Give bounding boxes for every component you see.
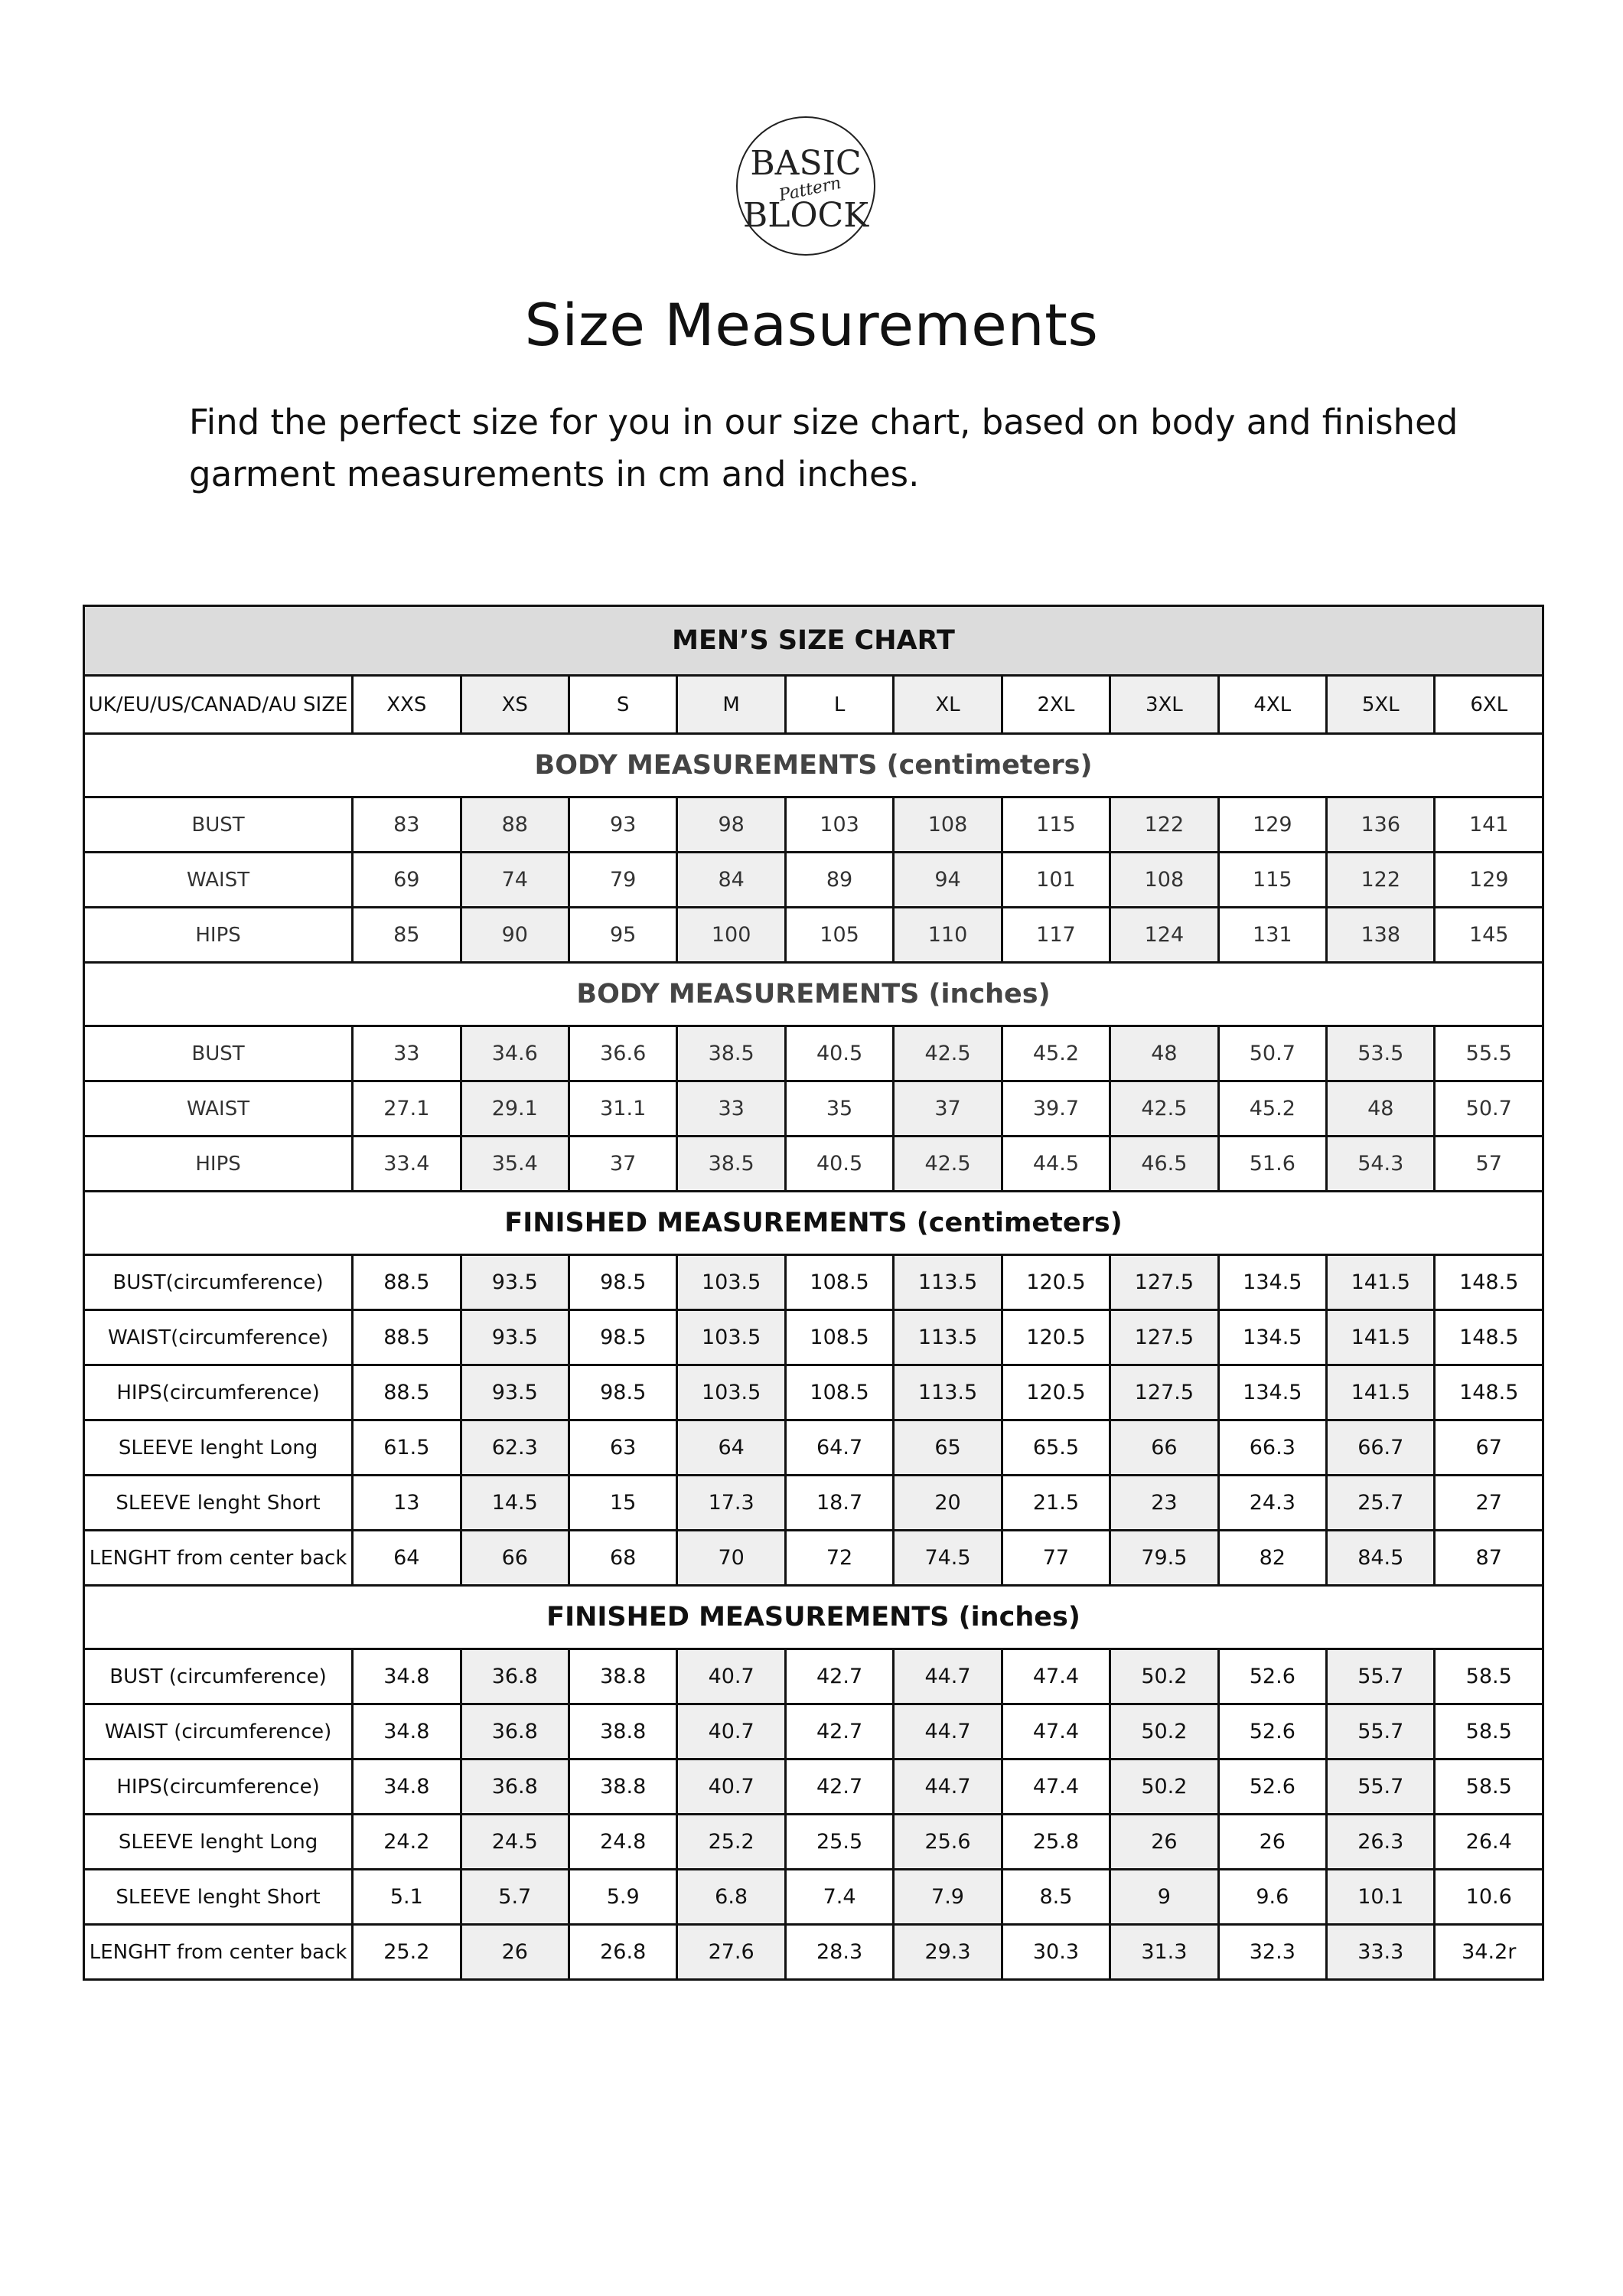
table-cell: 29.3: [894, 1925, 1002, 1980]
table-cell: 70: [677, 1531, 785, 1586]
table-cell: 24.5: [461, 1815, 569, 1870]
table-cell: 25.5: [785, 1815, 893, 1870]
table-row: [84, 1310, 1543, 1365]
table-cell: 50.7: [1218, 1026, 1326, 1081]
table-cell: 47.4: [1002, 1760, 1110, 1815]
table-cell: 40.7: [677, 1704, 785, 1760]
table-cell: 62.3: [461, 1420, 569, 1476]
table-row: [84, 1870, 1543, 1925]
table-cell: 38.5: [677, 1026, 785, 1081]
chart-heading: MEN’S SIZE CHART: [84, 606, 1543, 676]
table-cell: 141.5: [1327, 1365, 1435, 1420]
size-header-cell: 5XL: [1327, 676, 1435, 734]
table-cell: 44.7: [894, 1704, 1002, 1760]
table-cell: 87: [1435, 1531, 1543, 1586]
table-cell: 115: [1002, 797, 1110, 853]
table-cell: 89: [785, 853, 893, 908]
table-cell: 33: [677, 1081, 785, 1137]
table-cell: 27.1: [353, 1081, 461, 1137]
table-cell: 55.5: [1435, 1026, 1543, 1081]
table-cell: 93.5: [461, 1365, 569, 1420]
size-header-cell: 4XL: [1218, 676, 1326, 734]
table-cell: 52.6: [1218, 1760, 1326, 1815]
table-cell: 103.5: [677, 1365, 785, 1420]
table-cell: 44.7: [894, 1760, 1002, 1815]
row-label: HIPS(circumference): [84, 1760, 353, 1815]
table-cell: 138: [1327, 908, 1435, 963]
table-cell: 47.4: [1002, 1704, 1110, 1760]
table-row: [84, 853, 1543, 908]
table-cell: 47.4: [1002, 1649, 1110, 1704]
table-row: [84, 1365, 1543, 1420]
table-cell: 35: [785, 1081, 893, 1137]
table-cell: 42.7: [785, 1760, 893, 1815]
table-cell: 7.4: [785, 1870, 893, 1925]
table-cell: 93.5: [461, 1310, 569, 1365]
table-cell: 37: [894, 1081, 1002, 1137]
table-cell: 29.1: [461, 1081, 569, 1137]
table-cell: 98: [677, 797, 785, 853]
table-cell: 115: [1218, 853, 1326, 908]
table-cell: 103.5: [677, 1255, 785, 1310]
table-cell: 34.6: [461, 1026, 569, 1081]
table-cell: 39.7: [1002, 1081, 1110, 1137]
table-cell: 46.5: [1110, 1137, 1218, 1192]
size-header-cell: 3XL: [1110, 676, 1218, 734]
table-cell: 64.7: [785, 1420, 893, 1476]
table-cell: 48: [1327, 1081, 1435, 1137]
table-cell: 10.6: [1435, 1870, 1543, 1925]
table-cell: 148.5: [1435, 1310, 1543, 1365]
table-cell: 131: [1218, 908, 1326, 963]
table-cell: 40.7: [677, 1760, 785, 1815]
table-cell: 26.4: [1435, 1815, 1543, 1870]
table-cell: 45.2: [1218, 1081, 1326, 1137]
row-label: BUST (circumference): [84, 1649, 353, 1704]
table-cell: 40.5: [785, 1026, 893, 1081]
table-cell: 32.3: [1218, 1925, 1326, 1980]
table-cell: 24.2: [353, 1815, 461, 1870]
row-label: WAIST (circumference): [84, 1704, 353, 1760]
size-header-cell: XL: [894, 676, 1002, 734]
table-cell: 7.9: [894, 1870, 1002, 1925]
table-cell: 120.5: [1002, 1255, 1110, 1310]
table-cell: 33.4: [353, 1137, 461, 1192]
table-cell: 108: [1110, 853, 1218, 908]
table-cell: 42.7: [785, 1649, 893, 1704]
table-cell: 36.8: [461, 1649, 569, 1704]
table-cell: 35.4: [461, 1137, 569, 1192]
table-cell: 103.5: [677, 1310, 785, 1365]
table-cell: 134.5: [1218, 1310, 1326, 1365]
table-cell: 122: [1110, 797, 1218, 853]
table-cell: 134.5: [1218, 1255, 1326, 1310]
table-cell: 84: [677, 853, 785, 908]
table-cell: 108.5: [785, 1310, 893, 1365]
table-cell: 61.5: [353, 1420, 461, 1476]
table-cell: 67: [1435, 1420, 1543, 1476]
table-row: [84, 1704, 1543, 1760]
table-cell: 55.7: [1327, 1649, 1435, 1704]
row-label: HIPS: [84, 908, 353, 963]
table-cell: 6.8: [677, 1870, 785, 1925]
section-title: FINISHED MEASUREMENTS (centimeters): [84, 1192, 1543, 1255]
table-row: [84, 1476, 1543, 1531]
table-cell: 82: [1218, 1531, 1326, 1586]
table-cell: 124: [1110, 908, 1218, 963]
table-row: [84, 1081, 1543, 1137]
row-label: WAIST: [84, 853, 353, 908]
table-cell: 79.5: [1110, 1531, 1218, 1586]
table-cell: 20: [894, 1476, 1002, 1531]
table-cell: 37: [569, 1137, 676, 1192]
table-cell: 141.5: [1327, 1255, 1435, 1310]
table-cell: 105: [785, 908, 893, 963]
table-cell: 79: [569, 853, 676, 908]
table-cell: 94: [894, 853, 1002, 908]
row-label: BUST(circumference): [84, 1255, 353, 1310]
table-cell: 108: [894, 797, 1002, 853]
table-cell: 21.5: [1002, 1476, 1110, 1531]
table-cell: 15: [569, 1476, 676, 1531]
table-cell: 65: [894, 1420, 1002, 1476]
size-header-cell: XS: [461, 676, 569, 734]
table-cell: 66: [461, 1531, 569, 1586]
table-cell: 24.8: [569, 1815, 676, 1870]
table-cell: 54.3: [1327, 1137, 1435, 1192]
table-cell: 34.8: [353, 1649, 461, 1704]
row-label: SLEEVE lenght Short: [84, 1476, 353, 1531]
table-row: [84, 1026, 1543, 1081]
table-cell: 64: [353, 1531, 461, 1586]
table-cell: 50.2: [1110, 1760, 1218, 1815]
table-cell: 148.5: [1435, 1365, 1543, 1420]
table-row: [84, 1420, 1543, 1476]
table-cell: 42.5: [894, 1026, 1002, 1081]
table-cell: 84.5: [1327, 1531, 1435, 1586]
table-cell: 113.5: [894, 1310, 1002, 1365]
row-label: HIPS: [84, 1137, 353, 1192]
table-cell: 13: [353, 1476, 461, 1531]
logo-line2: BLOCK: [742, 196, 869, 235]
size-header-cell: XXS: [353, 676, 461, 734]
table-cell: 72: [785, 1531, 893, 1586]
table-cell: 14.5: [461, 1476, 569, 1531]
table-cell: 64: [677, 1420, 785, 1476]
table-cell: 9.6: [1218, 1870, 1326, 1925]
table-cell: 57: [1435, 1137, 1543, 1192]
section-title: BODY MEASUREMENTS (inches): [84, 963, 1543, 1026]
table-cell: 66.7: [1327, 1420, 1435, 1476]
table-cell: 50.2: [1110, 1704, 1218, 1760]
table-cell: 24.3: [1218, 1476, 1326, 1531]
row-label: BUST: [84, 797, 353, 853]
size-header-row: [84, 676, 1543, 734]
table-cell: 58.5: [1435, 1649, 1543, 1704]
table-row: [84, 1649, 1543, 1704]
table-cell: 40.7: [677, 1649, 785, 1704]
table-cell: 108.5: [785, 1255, 893, 1310]
table-cell: 26.8: [569, 1925, 676, 1980]
size-header-cell: S: [569, 676, 676, 734]
table-cell: 85: [353, 908, 461, 963]
row-label: SLEEVE lenght Long: [84, 1815, 353, 1870]
size-system-label: UK/EU/US/CANAD/AU SIZE: [84, 676, 353, 734]
table-cell: 103: [785, 797, 893, 853]
table-cell: 34.2r: [1435, 1925, 1543, 1980]
page-title: Size Measurements: [524, 291, 1099, 359]
table-cell: 120.5: [1002, 1365, 1110, 1420]
row-label: BUST: [84, 1026, 353, 1081]
table-cell: 141: [1435, 797, 1543, 853]
table-row: [84, 908, 1543, 963]
table-row: [84, 1137, 1543, 1192]
table-cell: 33.3: [1327, 1925, 1435, 1980]
basic-block-logo: [735, 115, 877, 257]
row-label: SLEEVE lenght Short: [84, 1870, 353, 1925]
table-cell: 51.6: [1218, 1137, 1326, 1192]
table-cell: 58.5: [1435, 1704, 1543, 1760]
logo-script: Pattern: [777, 173, 843, 206]
table-cell: 25.6: [894, 1815, 1002, 1870]
table-cell: 113.5: [894, 1255, 1002, 1310]
table-cell: 26: [1218, 1815, 1326, 1870]
size-header-cell: 6XL: [1435, 676, 1543, 734]
table-cell: 129: [1218, 797, 1326, 853]
table-row: [84, 797, 1543, 853]
table-cell: 77: [1002, 1531, 1110, 1586]
table-cell: 101: [1002, 853, 1110, 908]
row-label: WAIST(circumference): [84, 1310, 353, 1365]
table-cell: 36.8: [461, 1760, 569, 1815]
table-cell: 50.2: [1110, 1649, 1218, 1704]
table-cell: 50.7: [1435, 1081, 1543, 1137]
table-cell: 141.5: [1327, 1310, 1435, 1365]
table-cell: 127.5: [1110, 1310, 1218, 1365]
table-cell: 53.5: [1327, 1026, 1435, 1081]
table-cell: 48: [1110, 1026, 1218, 1081]
table-cell: 25.8: [1002, 1815, 1110, 1870]
table-cell: 28.3: [785, 1925, 893, 1980]
table-cell: 98.5: [569, 1255, 676, 1310]
table-cell: 5.9: [569, 1870, 676, 1925]
table-cell: 134.5: [1218, 1365, 1326, 1420]
size-header-cell: L: [785, 676, 893, 734]
table-cell: 66.3: [1218, 1420, 1326, 1476]
table-cell: 36.6: [569, 1026, 676, 1081]
table-cell: 88: [461, 797, 569, 853]
table-cell: 38.8: [569, 1760, 676, 1815]
table-cell: 127.5: [1110, 1365, 1218, 1420]
table-cell: 74.5: [894, 1531, 1002, 1586]
table-cell: 136: [1327, 797, 1435, 853]
table-cell: 8.5: [1002, 1870, 1110, 1925]
table-cell: 27.6: [677, 1925, 785, 1980]
table-cell: 40.5: [785, 1137, 893, 1192]
table-cell: 88.5: [353, 1365, 461, 1420]
table-cell: 30.3: [1002, 1925, 1110, 1980]
table-cell: 63: [569, 1420, 676, 1476]
table-cell: 108.5: [785, 1365, 893, 1420]
table-cell: 23: [1110, 1476, 1218, 1531]
table-cell: 38.5: [677, 1137, 785, 1192]
table-cell: 42.7: [785, 1704, 893, 1760]
table-cell: 10.1: [1327, 1870, 1435, 1925]
table-cell: 42.5: [1110, 1081, 1218, 1137]
table-cell: 45.2: [1002, 1026, 1110, 1081]
table-cell: 38.8: [569, 1649, 676, 1704]
table-cell: 145: [1435, 908, 1543, 963]
table-cell: 98.5: [569, 1310, 676, 1365]
table-cell: 38.8: [569, 1704, 676, 1760]
table-cell: 18.7: [785, 1476, 893, 1531]
table-cell: 68: [569, 1531, 676, 1586]
table-cell: 95: [569, 908, 676, 963]
table-cell: 117: [1002, 908, 1110, 963]
row-label: WAIST: [84, 1081, 353, 1137]
table-cell: 113.5: [894, 1365, 1002, 1420]
row-label: LENGHT from center back: [84, 1925, 353, 1980]
table-cell: 88.5: [353, 1255, 461, 1310]
size-chart-table: [83, 605, 1544, 1981]
table-cell: 98.5: [569, 1365, 676, 1420]
table-cell: 44.7: [894, 1649, 1002, 1704]
table-cell: 26: [1110, 1815, 1218, 1870]
table-cell: 129: [1435, 853, 1543, 908]
table-cell: 58.5: [1435, 1760, 1543, 1815]
table-cell: 25.7: [1327, 1476, 1435, 1531]
table-cell: 93.5: [461, 1255, 569, 1310]
table-row: [84, 1815, 1543, 1870]
table-cell: 34.8: [353, 1704, 461, 1760]
table-cell: 69: [353, 853, 461, 908]
table-cell: 26: [461, 1925, 569, 1980]
size-header-cell: M: [677, 676, 785, 734]
table-cell: 33: [353, 1026, 461, 1081]
table-cell: 55.7: [1327, 1760, 1435, 1815]
table-cell: 110: [894, 908, 1002, 963]
table-cell: 52.6: [1218, 1649, 1326, 1704]
table-cell: 31.3: [1110, 1925, 1218, 1980]
table-cell: 25.2: [677, 1815, 785, 1870]
size-header-cell: 2XL: [1002, 676, 1110, 734]
section-title: FINISHED MEASUREMENTS (inches): [84, 1586, 1543, 1649]
table-cell: 31.1: [569, 1081, 676, 1137]
table-cell: 9: [1110, 1870, 1218, 1925]
table-cell: 122: [1327, 853, 1435, 908]
table-cell: 27: [1435, 1476, 1543, 1531]
table-cell: 93: [569, 797, 676, 853]
table-cell: 44.5: [1002, 1137, 1110, 1192]
table-row: [84, 1760, 1543, 1815]
row-label: SLEEVE lenght Long: [84, 1420, 353, 1476]
table-cell: 42.5: [894, 1137, 1002, 1192]
table-cell: 90: [461, 908, 569, 963]
table-cell: 74: [461, 853, 569, 908]
table-cell: 26.3: [1327, 1815, 1435, 1870]
table-cell: 100: [677, 908, 785, 963]
intro-text: Find the perfect size for you in our size chart, based on body and finished garment measurements in cm and inches.: [189, 402, 1458, 494]
table-cell: 148.5: [1435, 1255, 1543, 1310]
table-cell: 25.2: [353, 1925, 461, 1980]
table-cell: 83: [353, 797, 461, 853]
table-cell: 17.3: [677, 1476, 785, 1531]
table-cell: 5.7: [461, 1870, 569, 1925]
section-title: BODY MEASUREMENTS (centimeters): [84, 734, 1543, 797]
table-cell: 127.5: [1110, 1255, 1218, 1310]
table-cell: 120.5: [1002, 1310, 1110, 1365]
row-label: LENGHT from center back: [84, 1531, 353, 1586]
table-cell: 36.8: [461, 1704, 569, 1760]
table-cell: 66: [1110, 1420, 1218, 1476]
row-label: HIPS(circumference): [84, 1365, 353, 1420]
table-row: [84, 1925, 1543, 1980]
table-cell: 34.8: [353, 1760, 461, 1815]
table-cell: 5.1: [353, 1870, 461, 1925]
table-row: [84, 1255, 1543, 1310]
table-cell: 65.5: [1002, 1420, 1110, 1476]
table-cell: 52.6: [1218, 1704, 1326, 1760]
table-cell: 55.7: [1327, 1704, 1435, 1760]
logo-line1: BASIC: [750, 144, 862, 183]
table-cell: 88.5: [353, 1310, 461, 1365]
table-row: [84, 1531, 1543, 1586]
